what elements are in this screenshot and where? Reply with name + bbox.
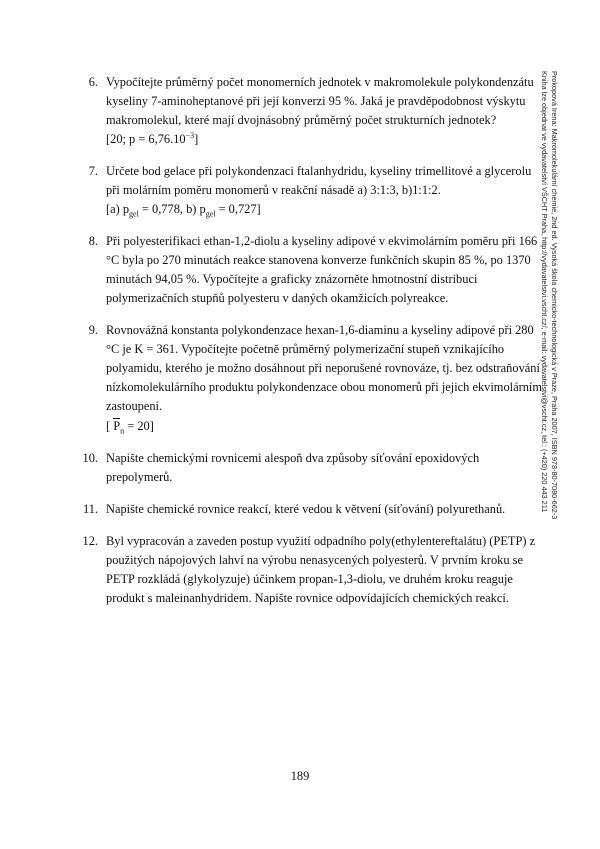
answer-exponent: −3 bbox=[185, 130, 195, 140]
problem-12 bbox=[72, 532, 542, 608]
problem-11 bbox=[72, 500, 542, 519]
problem-8 bbox=[72, 232, 542, 308]
problem-answer bbox=[106, 130, 542, 149]
problem-text: Napište chemickými rovnicemi alespoň dva způsoby síťování epoxidových prepolymerů. bbox=[106, 451, 480, 484]
answer-text: = 0,778, b) p bbox=[138, 202, 206, 216]
page-number: 189 bbox=[290, 769, 310, 783]
answer-text: = 20] bbox=[124, 419, 154, 433]
problem-number: 8. bbox=[88, 234, 98, 248]
answer-subscript: gel bbox=[205, 209, 216, 219]
problem-6 bbox=[72, 73, 542, 149]
problem-number: 11. bbox=[82, 502, 98, 516]
answer-symbol-overbar: P bbox=[113, 417, 120, 436]
answer-text: [ bbox=[106, 419, 114, 433]
problem-answer bbox=[106, 200, 542, 219]
problem-text: Rovnovážná konstanta polykondenzace hexan-1,6-diaminu a kyseliny adipové při 280 °C je K = 361. Vypočítejte početně průměrný polymerizační stupeň vznikajícího polyamidu, kterého je možno dosáhnout při neporušené rovnováze, tj. bez odstraňování nízkomolekulárního produktu polykondenzace obou monomerů při jejich ekvimolárním zastoupení. bbox=[106, 323, 542, 413]
citation-line: Prokopová Irena: Makromolekulární chemie, 2nd ed. Vysoká škola chemicko-technologická v Praze, Praha 2007, ISBN 978-80-7080-662-3 bbox=[550, 71, 559, 520]
problem-number: 9. bbox=[88, 323, 98, 337]
problem-number: 7. bbox=[88, 164, 98, 178]
problem-list bbox=[72, 73, 542, 621]
copyright-sidebar bbox=[529, 71, 559, 591]
problem-10 bbox=[72, 449, 542, 487]
problem-text: Byl vypracován a zaveden postup využití odpadního poly(ethylentereftalátu) (PETP) z použitých nápojových lahví na výrobu nenasycených polyesterů. V prvním kroku se PETP rozkládá (glykolyzuje) účinkem propan-1,3-diolu, ve druhém kroku reaguje produkt s maleinanhydridem. Napište rovnice odpovídajících chemických reakcí. bbox=[106, 534, 536, 605]
problem-number: 6. bbox=[88, 75, 98, 89]
answer-text: [a) p bbox=[106, 202, 130, 216]
problem-answer bbox=[106, 417, 542, 436]
problem-9 bbox=[72, 321, 542, 436]
problem-number: 10. bbox=[82, 451, 98, 465]
problem-7 bbox=[72, 162, 542, 219]
problem-text: Při polyesterifikaci ethan-1,2-diolu a kyseliny adipové v ekvimolárním poměru při 166 °C byla po 270 minutách reakce stanovena konverze funkčních skupin 85 %, po 1370 minutách 94,05 %. Vypočítejte a graficky znázorněte hmotnostní distribuci polymerizačních stupňů polyesteru v daných okamžicích polyreakce. bbox=[106, 234, 538, 305]
problem-number: 12. bbox=[82, 534, 98, 548]
answer-text: = 0,727] bbox=[215, 202, 261, 216]
answer-subscript: gel bbox=[129, 209, 139, 219]
answer-close: ] bbox=[194, 132, 199, 146]
answer-subscript: n bbox=[120, 426, 125, 436]
problem-text: Napište chemické rovnice reakcí, které vedou k větvení (síťování) polyurethanů. bbox=[106, 502, 506, 516]
problem-text: Určete bod gelace při polykondenzaci ftalanhydridu, kyseliny trimellitové a glycerolu při molárním poměru monomerů v reakční násadě a) 3:1:3, b)1:1:2. bbox=[106, 164, 532, 197]
answer-text: [20; p = 6,76.10 bbox=[106, 132, 186, 146]
problem-text: Vypočítejte průměrný počet monomerních jednotek v makromolekule polykondenzátu kyseliny 7-aminoheptanové při její konverzi 95 %. Jaká je pravděpodobnost výskytu makromolekul, které mají dvojnásobný průměrný počet strukturních jednotek? bbox=[106, 75, 534, 127]
order-info-line: Kniha lze objednat ve vydavatelství VŠCHT Praha, http://vydavatelstvi.vscht.cz/, e-mail: vydavatelstvi@vscht.cz, tel.: (+420) 220 443 211 bbox=[540, 71, 549, 513]
